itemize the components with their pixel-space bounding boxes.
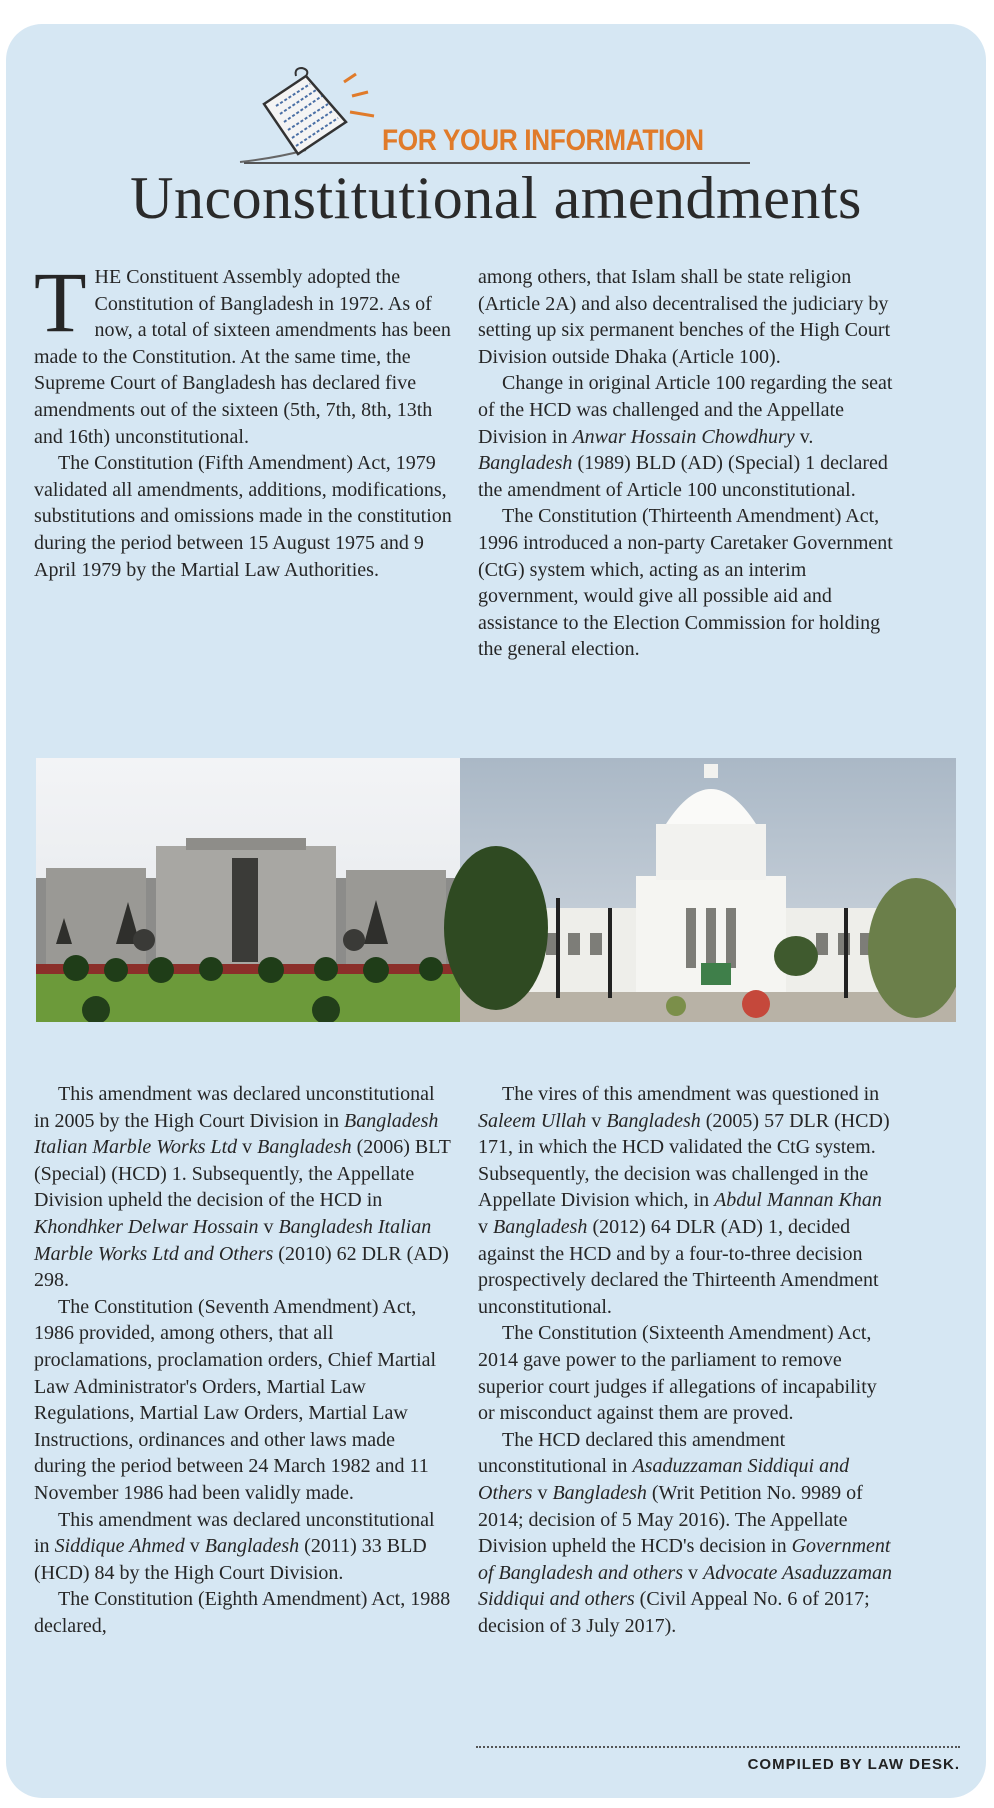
credit-text: COMPILED BY LAW DESK. [747,1756,960,1773]
newspaper-icon [236,62,386,166]
page-title: Unconstitutional amendments [130,165,862,231]
credit-line [476,1746,960,1773]
text-column-2 [478,264,896,663]
paragraph: The Constitution (Thirteenth Amendment) Act, 1996 introduced a non-party Caretaker Government (CtG) system which, acting as an interim government, would give all possible aid and assistance to the Election Commission for holding the general election. [478,505,893,661]
supreme-court-photo [444,758,956,1022]
paragraph: This amendment was declared unconstitutional in Siddique Ahmed v Bangladesh (2011) 33 BLD (HCD) 84 by the High Court Division. [34,1508,435,1584]
kicker-label: FOR YOUR INFORMATION [382,124,704,157]
photo-strip [36,758,956,1022]
paragraph: The Constitution (Fifth Amendment) Act, 1979 validated all amendments, additions, modifications, substitutions and omissions made in the constitution during the period between 15 August 1975 and 9 April 1979 by the Martial Law Authorities. [34,452,452,581]
paragraph: Change in original Article 100 regarding the seat of the HCD was challenged and the Appellate Division in Anwar Hossain Chowdhury v. Bangladesh (1989) BLD (AD) (Special) 1 declared the amendment of Article 100 unconstitutional. [478,372,893,501]
parliament-photo [36,758,460,1022]
paragraph: The HCD declared this amendment unconstitutional in Asaduzzaman Siddiqui and Others v Bangladesh (Writ Petition No. 9989 of 2014; decision of 5 May 2016). The Appellate Division upheld the HCD's decision in Government of Bangladesh and others v Advocate Asaduzzaman Siddiqui and others (Civil Appeal No. 6 of 2017; decision of 3 July 2017). [478,1428,893,1637]
drop-cap: T [34,254,87,350]
paragraph: The Constitution (Sixteenth Amendment) Act, 2014 gave power to the parliament to remove superior court judges if allegations of incapability or misconduct against them are proved. [478,1322,877,1425]
paragraph: The Constitution (Eighth Amendment) Act, 1988 declared, [34,1588,451,1637]
paragraph: among others, that Islam shall be state religion (Article 2A) and also decentralised the judiciary by setting up six permanent benches of the High Court Division outside Dhaka (Article 100). [478,266,891,368]
paragraph: This amendment was declared unconstitutional in 2005 by the High Court Division in Bangladesh Italian Marble Works Ltd v Bangladesh (2006) BLT (Special) (HCD) 1. Subsequently, the Appellate Division upheld the decision of the HCD in Khondhker Delwar Hossain v Bangladesh Italian Marble Works Ltd and Others (2010) 62 DLR (AD) 298. [34,1083,451,1292]
paragraph: The Constitution (Seventh Amendment) Act, 1986 provided, among others, that all proclamations, proclamation orders, Chief Martial Law Administrator's Orders, Martial Law Regulations, Martial Law Orders, Martial Law Instructions, ordinances and other laws made during the period between 24 March 1982 and 11 November 1986 had been validly made. [34,1295,437,1504]
paragraph: HE Constituent Assembly adopted the Constitution of Bangladesh in 1972. As of now, a total of sixteen amendments has been made to the Constitution. At the same time, the Supreme Court of Bangladesh has declared five amendments out of the sixteen (5th, 7th, 8th, 13th and 16th) unconstitutional. [34,266,451,448]
text-column-1 [34,254,452,583]
text-column-4 [478,1081,896,1639]
article-panel [6,24,986,1798]
text-column-3 [34,1081,452,1639]
paragraph: The vires of this amendment was questioned in Saleem Ullah v Bangladesh (2005) 57 DLR (HCD) 171, in which the HCD validated the CtG system. Subsequently, the decision was challenged in the Appellate Division which, in Abdul Mannan Khan v Bangladesh (2012) 64 DLR (AD) 1, decided against the HCD and by a four-to-three decision prospectively declared the Thirteenth Amendment unconstitutional. [478,1083,890,1318]
dotted-rule [476,1746,960,1748]
